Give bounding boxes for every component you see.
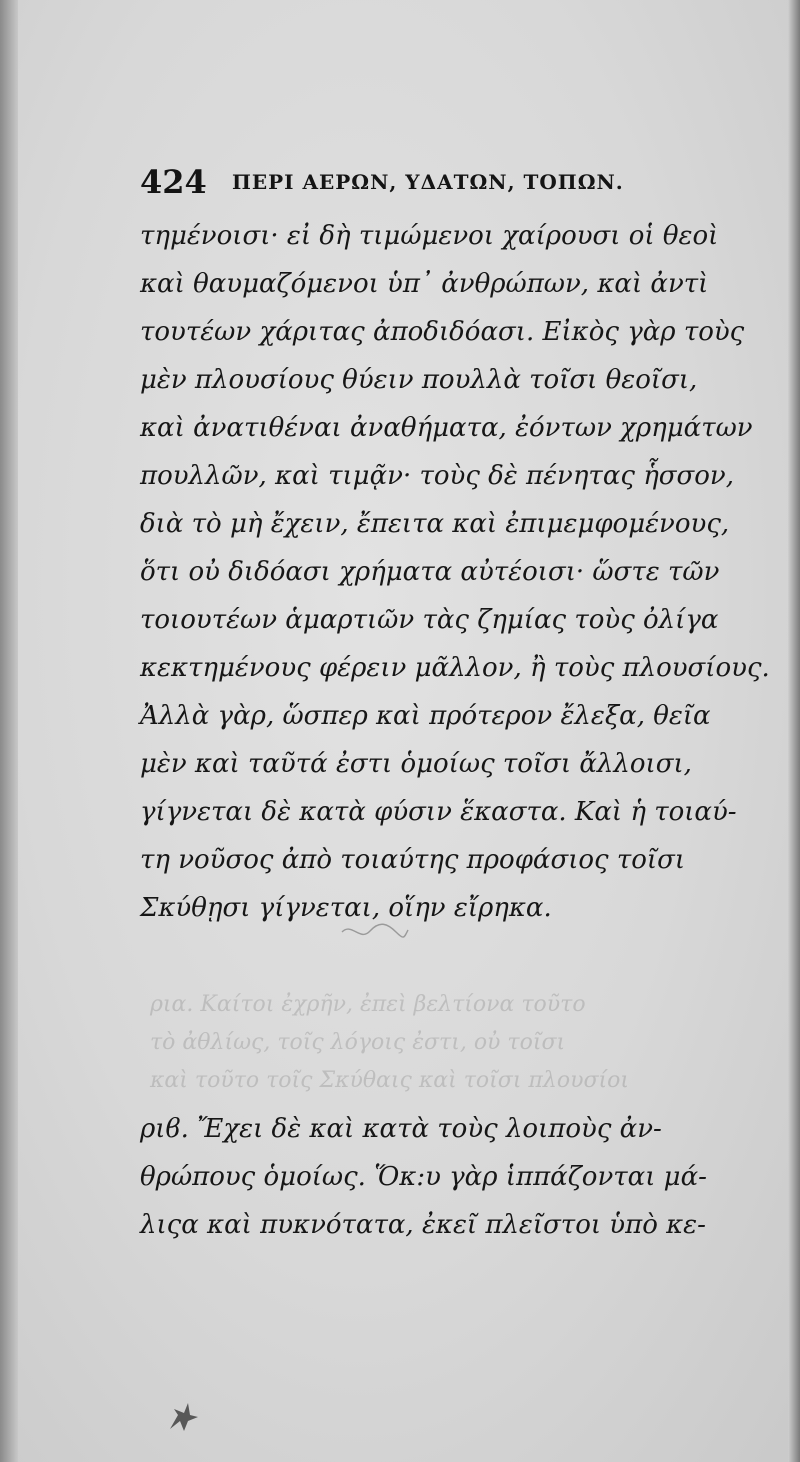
- text-line: γίγνεται δὲ κατὰ φύσιν ἕκαστα. Καὶ ἡ τοιαύ-: [140, 797, 737, 827]
- page-header: [140, 160, 780, 204]
- text-line: Σκύθῃσι γίγνεται, οἵην εἴρηκα.: [140, 893, 552, 923]
- body-text: [140, 212, 780, 932]
- text-line: καὶ θαυμαζόμενοι ὑπ᾽ ἀνθρώπων, καὶ ἀντὶ: [140, 269, 709, 299]
- text-line: ὅτι οὐ διδόασι χρήματα αὐτέοισι· ὥστε τῶν: [140, 557, 720, 587]
- bleed-through-line: καὶ τοῦτο τοῖς Σκύθαις καὶ τοῖσι πλουσίοι: [150, 1068, 629, 1093]
- text-line: πουλλῶν, καὶ τιμᾷν· τοὺς δὲ πένητας ἧσσον,: [140, 461, 735, 491]
- text-line: τουτέων χάριτας ἀποδιδόασι. Εἰκὸς γὰρ τοὺς: [140, 317, 745, 347]
- page-edge-shadow: [788, 0, 800, 1462]
- page-binding-shadow: [0, 0, 18, 1462]
- text-line: Ἀλλὰ γὰρ, ὥσπερ καὶ πρότερον ἔλεξα, θεῖα: [140, 701, 711, 731]
- text-line: τημένοισι· εἰ δὴ τιμώμενοι χαίρουσι οἱ θεοὶ: [140, 221, 719, 251]
- bleed-through-line: τὸ ἀθλίως, τοῖς λόγοις ἐστι, οὐ τοῖσι: [150, 1030, 566, 1055]
- text-line: μὲν πλουσίους θύειν πουλλὰ τοῖσι θεοῖσι,: [140, 365, 698, 395]
- bleed-through-line: ρια. Καίτοι ἐχρῆν, ἐπεὶ βελτίονα τοῦτο: [150, 992, 586, 1017]
- text-line: ριϐ. Ἔχει δὲ καὶ κατὰ τοὺς λοιποὺς ἀν-: [140, 1114, 662, 1144]
- text-line: τη νοῦσος ἀπὸ τοιαύτης προφάσιος τοῖσι: [140, 845, 686, 875]
- text-line: κεκτημένους φέρειν μᾶλλον, ἢ τοὺς πλουσίους.: [140, 653, 770, 683]
- text-line: μὲν καὶ ταῦτά ἐστι ὁμοίως τοῖσι ἄλλοισι,: [140, 749, 692, 779]
- text-line: διὰ τὸ μὴ ἔχειν, ἔπειτα καὶ ἐπιμεμφομένους,: [140, 509, 730, 539]
- text-line: καὶ ἀνατιθέναι ἀναθήματα, ἐόντων χρημάτων: [140, 413, 753, 443]
- ink-blot: [162, 1395, 202, 1435]
- section-text: [140, 1105, 780, 1249]
- text-line: τοιουτέων ἁμαρτιῶν τὰς ζημίας τοὺς ὀλίγα: [140, 605, 719, 635]
- text-line: θρώπους ὁμοίως. Ὅκ:υ γὰρ ἱππάζονται μά-: [140, 1162, 707, 1192]
- section-ornament: [340, 918, 410, 944]
- page-number: 424: [140, 163, 207, 201]
- running-title: ΠΕΡΙ ΑΕΡΩΝ, ΥΔΑΤΩΝ, ΤΟΠΩΝ.: [232, 170, 624, 194]
- text-line: λιςα καὶ πυκνότατα, ἐκεῖ πλεῖστοι ὑπὸ κε-: [140, 1210, 706, 1240]
